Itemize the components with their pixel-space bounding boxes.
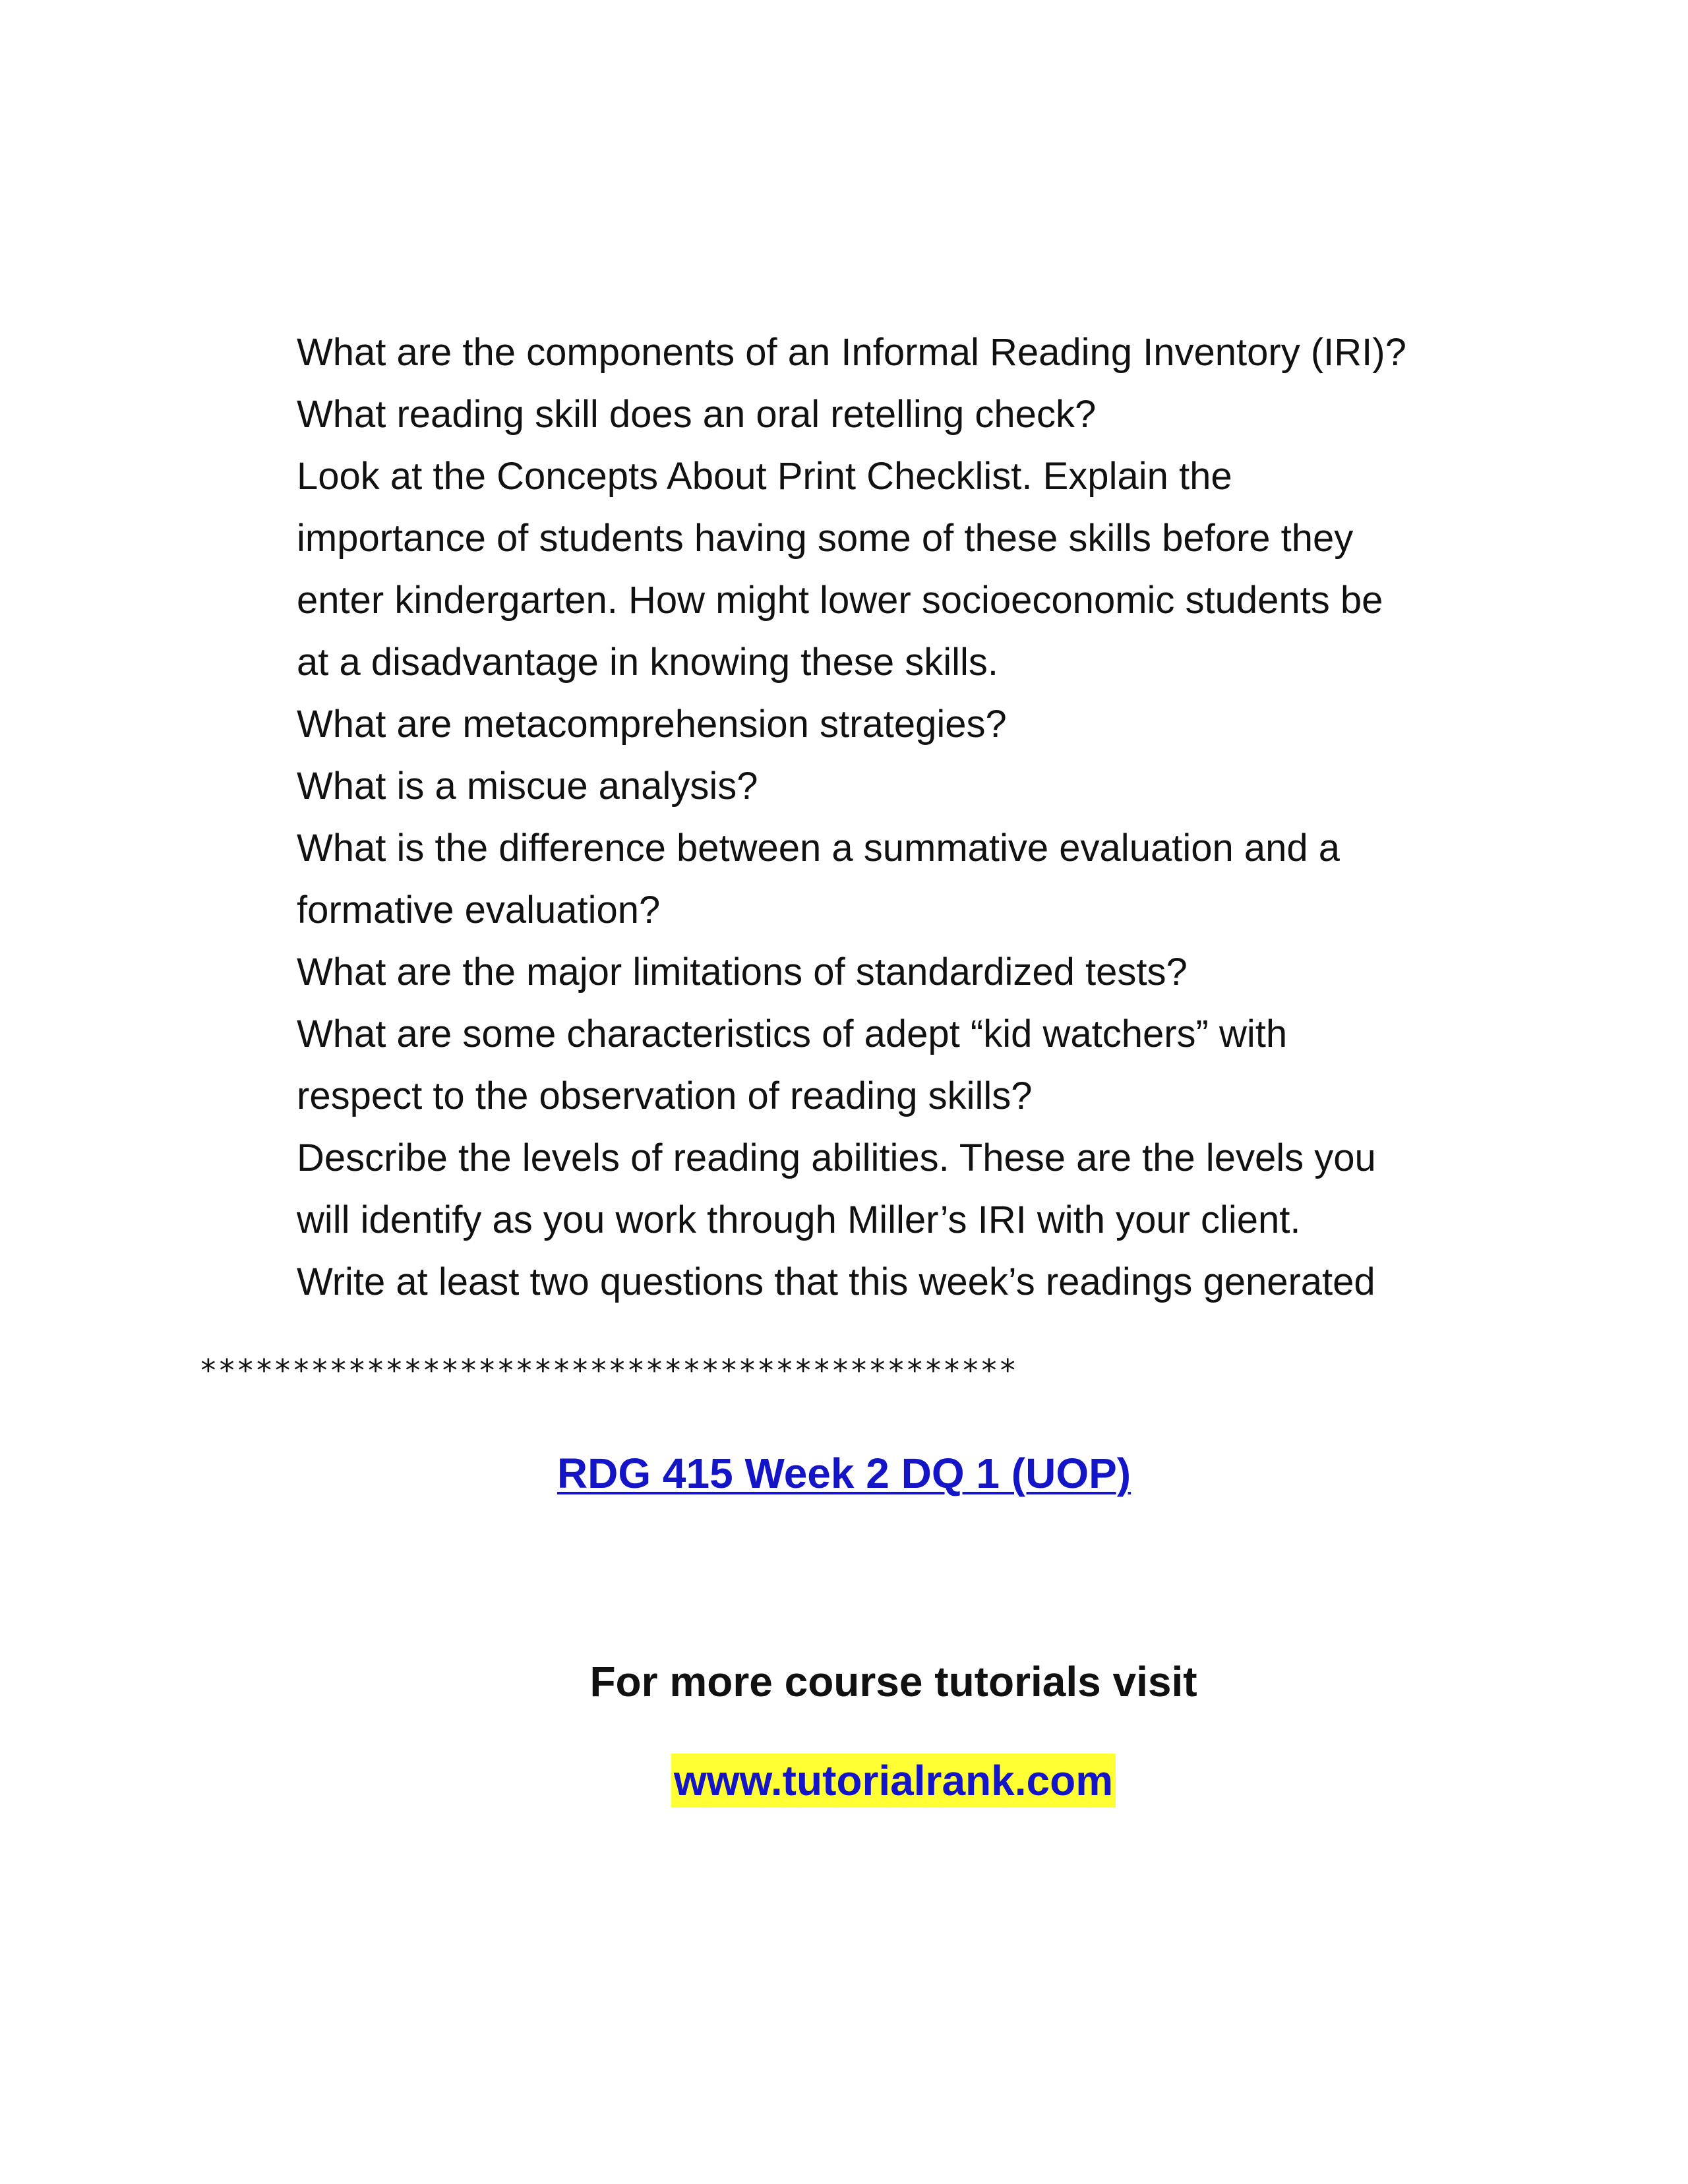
site-url-link[interactable]: www.tutorialrank.com: [671, 1754, 1116, 1808]
question-list: [297, 322, 1497, 1313]
site-url-container: [0, 1754, 1688, 1808]
question-line: What are metacomprehension strategies?: [297, 703, 1007, 746]
question-line: Describe the levels of reading abilities. These are the levels you: [297, 1136, 1376, 1179]
question-line: will identify as you work through Miller’s IRI with your client.: [297, 1198, 1301, 1241]
question-line: respect to the observation of reading skills?: [297, 1075, 1033, 1117]
asterisk-separator: ********************************************: [199, 1353, 1017, 1388]
question-line: What are the major limitations of standardized tests?: [297, 951, 1188, 993]
visit-prompt: For more course tutorials visit: [589, 1658, 1197, 1705]
question-line: formative evaluation?: [297, 889, 661, 931]
question-line: What are some characteristics of adept “kid watchers” with: [297, 1013, 1288, 1055]
question-line: Write at least two questions that this week’s readings generated: [297, 1260, 1375, 1303]
question-line: at a disadvantage in knowing these skills.: [297, 641, 998, 684]
question-line: What is the difference between a summative evaluation and a: [297, 827, 1340, 870]
question-line: What is a miscue analysis?: [297, 765, 758, 808]
question-line: What reading skill does an oral retelling check?: [297, 393, 1097, 436]
course-link[interactable]: RDG 415 Week 2 DQ 1 (UOP): [557, 1450, 1131, 1497]
question-line: importance of students having some of these skills before they: [297, 517, 1354, 560]
question-line: enter kindergarten. How might lower socioeconomic students be: [297, 579, 1383, 622]
question-line: Look at the Concepts About Print Checklist. Explain the: [297, 455, 1232, 498]
question-line: What are the components of an Informal Reading Inventory (IRI)?: [297, 331, 1406, 374]
